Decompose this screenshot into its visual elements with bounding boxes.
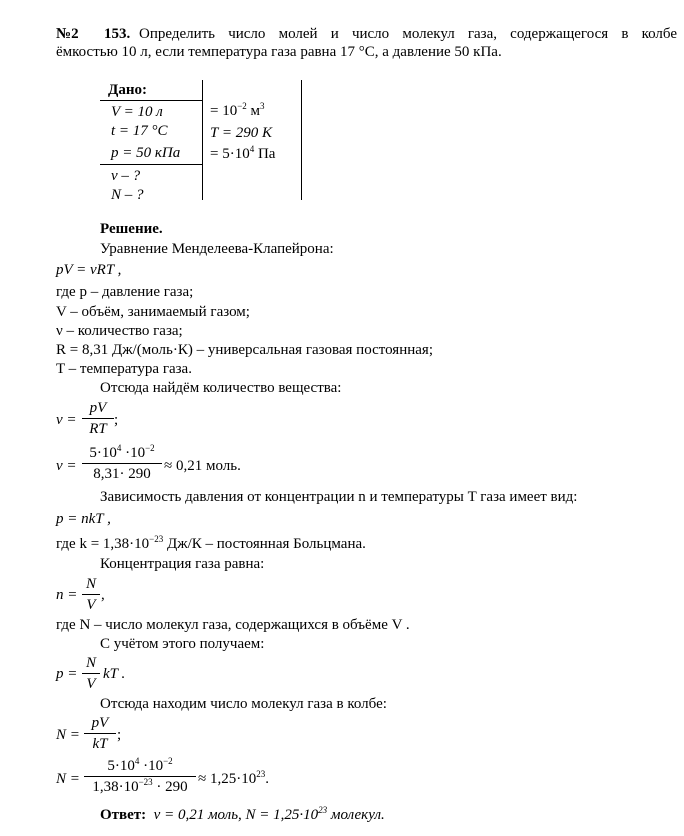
solution-intro: Уравнение Менделеева-Клапейрона: (100, 241, 334, 257)
find-n-text: Отсюда находим число молекул газа в колбе: (100, 696, 387, 712)
nu-formula-fraction: pV RT (82, 401, 114, 437)
definition-k: где $k = 1,38\cdot 10^{-23}$ Дж/К – постоянная Больцмана. (56, 534, 366, 552)
find-nu: ν – ? (111, 168, 141, 184)
find-nu-text: Отсюда найдём количество вещества: (100, 380, 342, 396)
p-formula-lhs: p = (56, 666, 78, 682)
bign-formula-end: ; (117, 727, 122, 743)
bign-value-lhs: N = (56, 771, 80, 787)
bign-value-fraction: $5\cdot 10^4 \cdot 10^{-2}$ $1,38\cdot 10^{-23} \cdot 290$ (84, 759, 196, 795)
given-top-rule (100, 100, 202, 101)
equation-pnkt: p = nkT , (56, 511, 111, 527)
si-pressure: = $5\cdot 10^4$ Па (210, 144, 276, 162)
answer-label: Ответ: (100, 807, 147, 823)
given-pressure: p = 50 кПа (111, 145, 181, 161)
n-formula-end: , (101, 587, 105, 603)
p-formula-end: kT . (103, 666, 126, 682)
definition-nu: ν – количество газа; (56, 323, 183, 339)
nu-value-lhs: ν = (56, 458, 77, 474)
bign-value-result: ≈ $1,25\cdot 10^{23}$. (198, 769, 269, 787)
answer-text: ν = 0,21 моль, $N = 1,25\cdot 10^{23}$ молекул. (153, 805, 385, 823)
si-volume: = $10^{-2}$ $м^3$ (210, 101, 265, 119)
given-find-rule (100, 164, 202, 165)
nu-value-result: ≈ 0,21 моль. (164, 458, 241, 474)
n-formula-fraction: N V (82, 577, 100, 613)
bign-formula-lhs: N = (56, 727, 80, 743)
si-right-border (301, 80, 302, 200)
nu-value-fraction: $5\cdot 10^4 \cdot 10^{-2}$ 8,31· 290 (82, 446, 162, 482)
problem-number: №2 (56, 26, 79, 42)
answer-line (100, 805, 385, 823)
problem-text-line2: ёмкостью 10 л, если температура газа равна 17 °C, а давление 50 кПа. (56, 44, 502, 60)
problem-code: 153. (104, 26, 131, 42)
given-temperature: t = 17 °C (111, 123, 168, 139)
dependence-text: Зависимость давления от концентрации n и температуры T газа имеет вид: (100, 489, 578, 505)
bign-formula-fraction: pV kT (84, 716, 116, 752)
solution-heading: Решение. (100, 221, 163, 237)
concentration-text: Концентрация газа равна: (100, 556, 265, 572)
definition-v: V – объём, занимаемый газом; (56, 304, 250, 320)
find-n: N – ? (111, 187, 144, 203)
definition-r: R = 8,31 Дж/(моль·К) – универсальная газовая постоянная; (56, 342, 433, 358)
nu-formula-lhs: ν = (56, 412, 77, 428)
si-temperature: T = 290 К (210, 125, 272, 141)
p-formula-fraction: N V (82, 656, 100, 692)
definition-t: T – температура газа. (56, 361, 192, 377)
problem-text-line1: Определить число молей и число молекул газа, содержащегося в колбе (139, 26, 677, 42)
equation-state: pV = νRT , (56, 262, 122, 278)
definition-n: где N – число молекул газа, содержащихся в объёме V . (56, 617, 410, 633)
nu-formula-end: ; (114, 412, 119, 428)
given-title: Дано: (108, 82, 147, 98)
given-divider (202, 80, 203, 200)
n-formula-lhs: n = (56, 587, 78, 603)
given-volume: V = 10 л (111, 104, 163, 120)
considering-text: С учётом этого получаем: (100, 636, 265, 652)
definition-p: где p – давление газа; (56, 284, 194, 300)
